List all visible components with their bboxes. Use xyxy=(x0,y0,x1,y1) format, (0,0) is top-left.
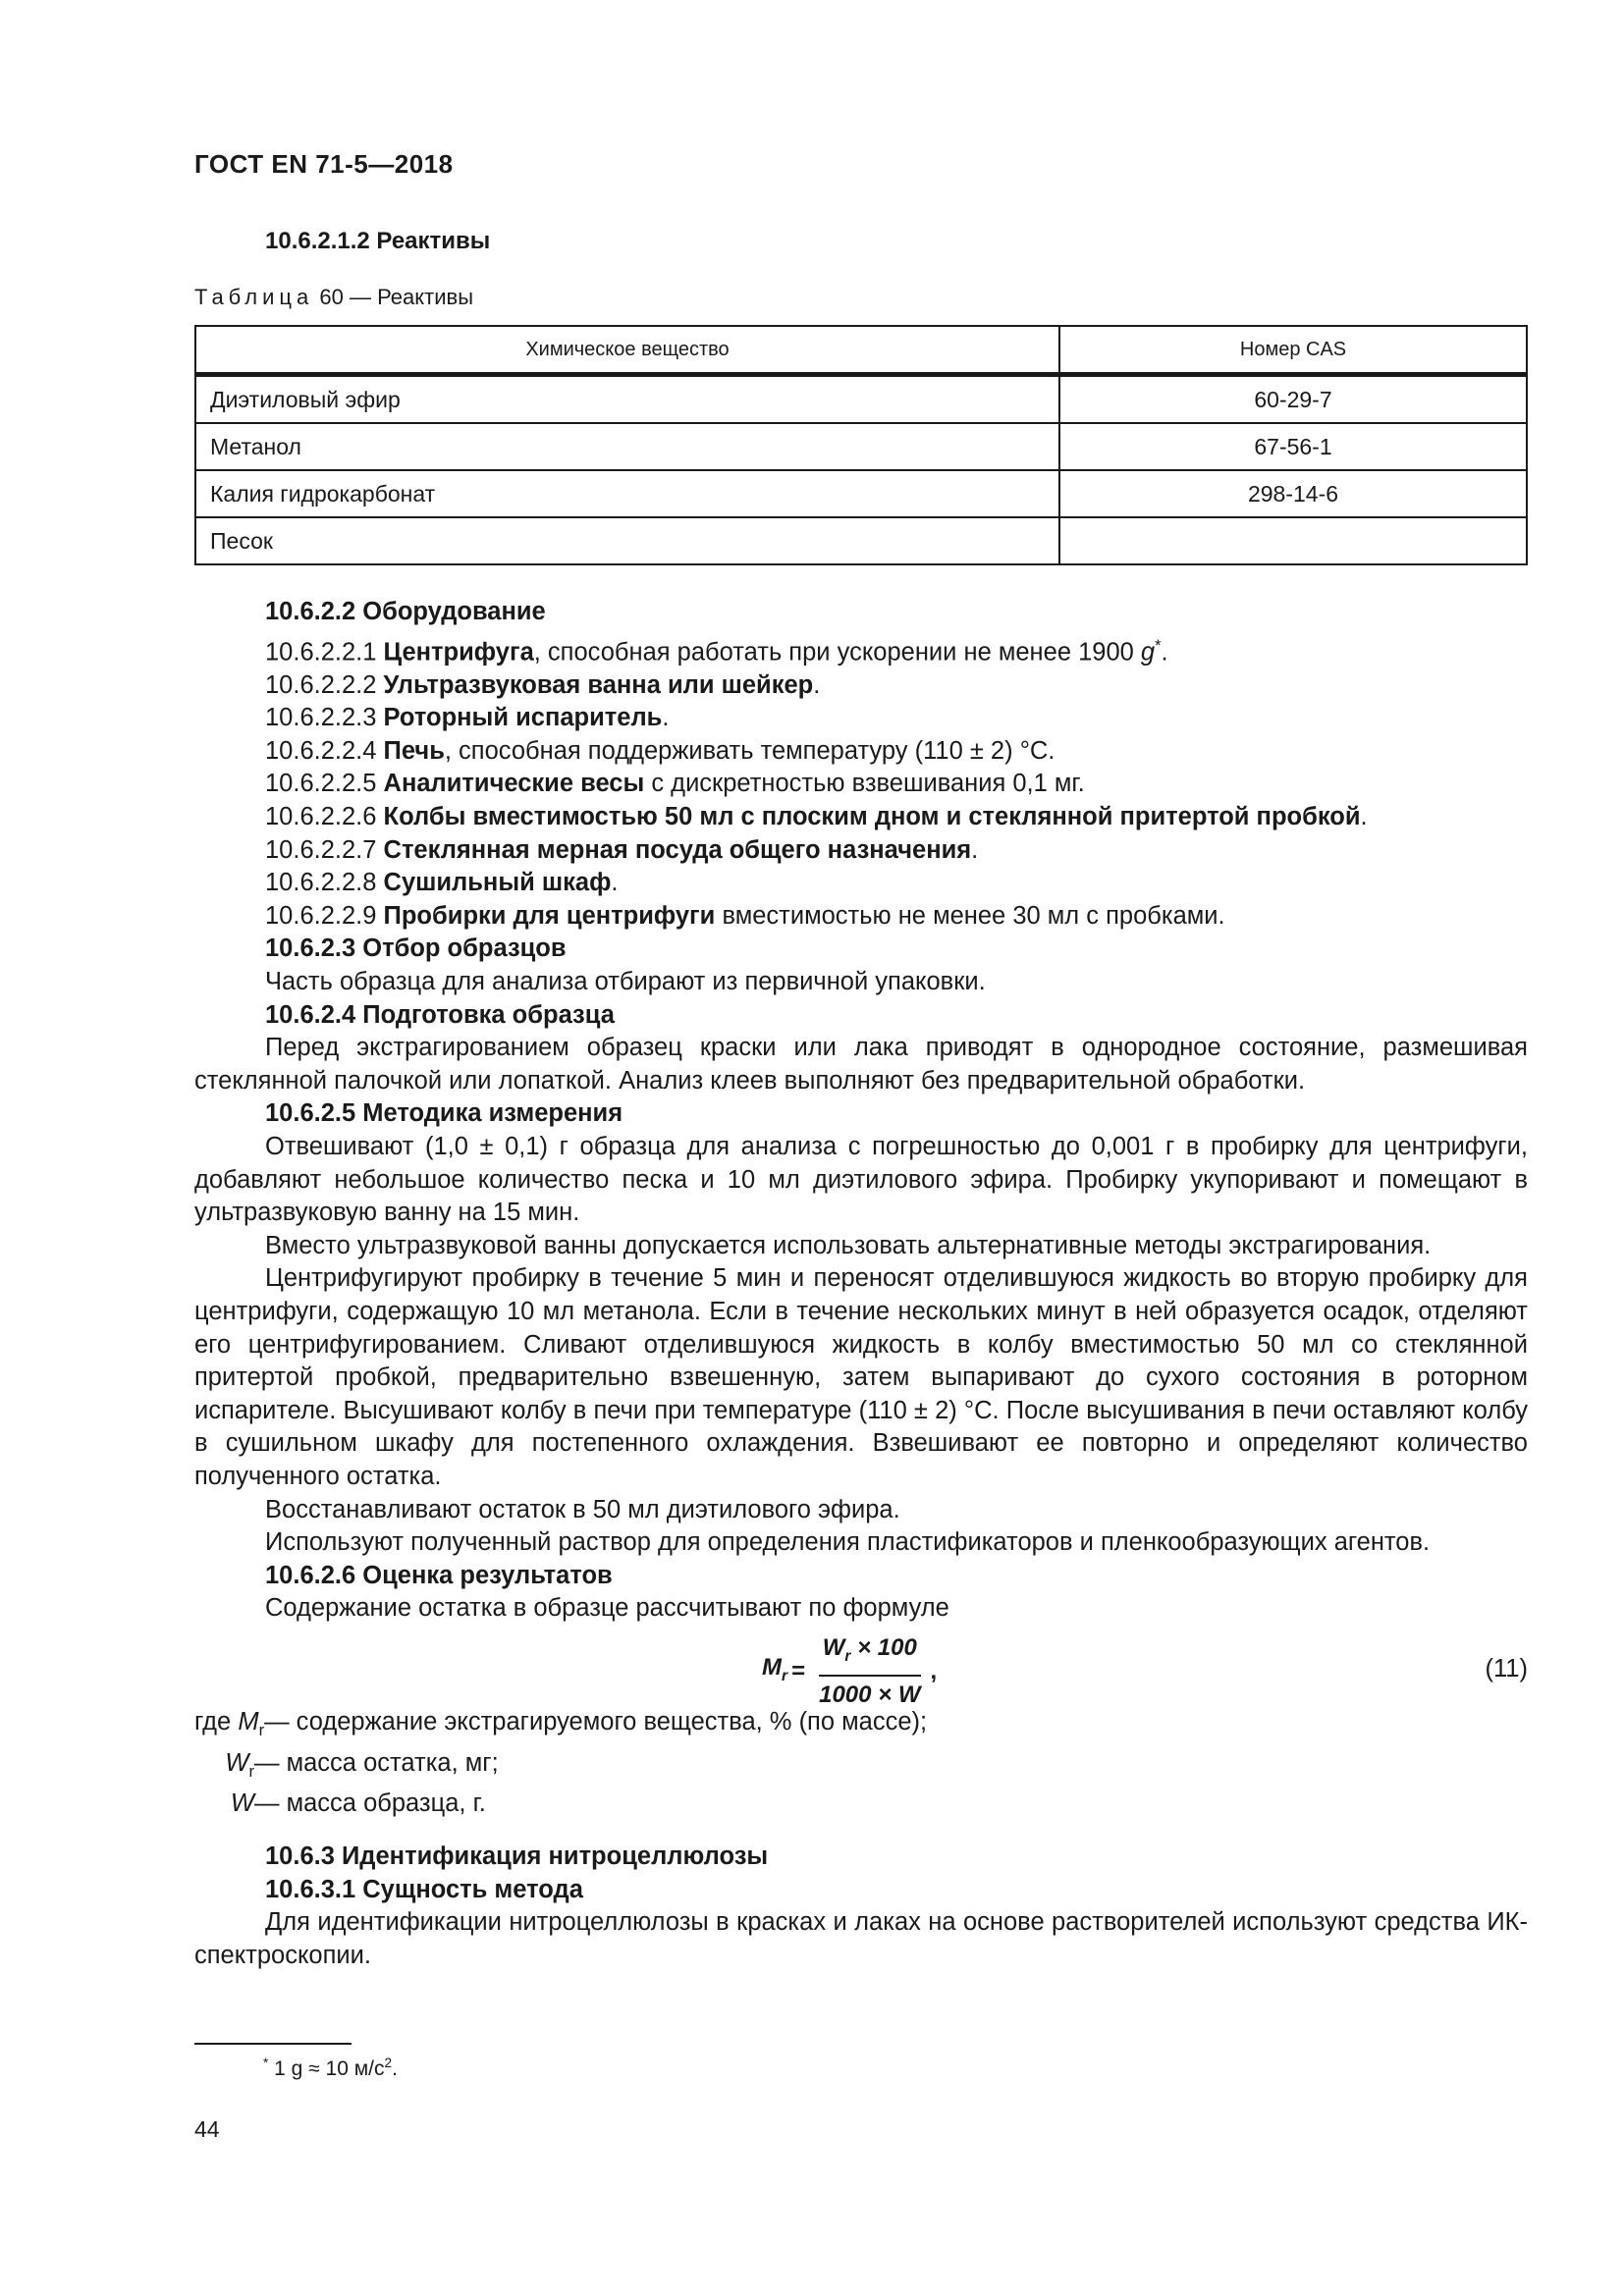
paragraph-procedure-4: Восстанавливают остаток в 50 мл диэтилового эфира. xyxy=(265,1495,900,1523)
definition-text: — содержание экстрагируемого вещества, % (по массе); xyxy=(264,1707,928,1735)
section-title-method-principle: 10.6.3.1 Сущность метода xyxy=(265,1875,583,1903)
paragraph-results-intro: Содержание остатка в образце рассчитывают по формуле xyxy=(265,1594,949,1623)
section-title-preparation: 10.6.2.4 Подготовка образца xyxy=(265,1000,615,1029)
equipment-item-name: Колбы вместимостью 50 мл с плоским дном и стеклянной притертой пробкой xyxy=(383,803,1361,831)
equipment-item-number: 10.6.2.2.5 xyxy=(265,770,377,798)
equipment-item xyxy=(194,867,1528,900)
column-header-cas: Номер CAS xyxy=(1059,326,1527,375)
equipment-item xyxy=(194,768,1528,801)
where-word: где xyxy=(194,1707,232,1735)
table-row xyxy=(195,375,1527,424)
table-row xyxy=(195,517,1527,564)
column-header-substance: Химическое вещество xyxy=(195,326,1059,375)
equipment-item xyxy=(194,629,1528,669)
equipment-item-name: Аналитические весы xyxy=(383,770,645,798)
table-caption xyxy=(194,285,473,310)
section-title-sampling: 10.6.2.3 Отбор образцов xyxy=(265,934,567,963)
table-cell-substance: Калия гидрокарбонат xyxy=(195,470,1059,517)
equipment-item-name: Сушильный шкаф xyxy=(383,869,612,897)
equipment-item xyxy=(194,669,1528,703)
section-title-reagents: 10.6.2.1.2 Реактивы xyxy=(265,228,491,254)
equipment-item-number: 10.6.2.2.8 xyxy=(265,869,377,897)
equipment-item-number: 10.6.2.2.1 xyxy=(265,638,377,667)
formula-numerator: $W_r \times 100$ xyxy=(819,1631,921,1677)
formula-equals: = xyxy=(791,1658,806,1685)
definition-symbol: $M_r$ xyxy=(238,1707,265,1739)
table-cell-substance: Диэтиловый эфир xyxy=(195,375,1059,424)
variable-definitions xyxy=(194,1706,1528,1829)
equipment-item-text: . xyxy=(971,835,979,864)
equipment-item-name: Роторный испаритель xyxy=(383,704,663,732)
equipment-item xyxy=(194,801,1528,834)
footnote-reference: * xyxy=(1155,635,1162,655)
definition-symbol: $W_r$ xyxy=(225,1748,254,1781)
equipment-item-text: вместимостью не менее 30 мл с пробками. xyxy=(715,901,1225,930)
paragraph-procedure-3: Центрифугируют пробирку в течение 5 мин и переносят отделившуюся жидкость во вторую пробирку для центрифуги, содержащую 10 мл метанола. Если в течение нескольких минут в ней образуется осадок, отделяют его центрифугированием. Сливают отделившуюся жидкость в колбу вместимостью 50 мл со стеклянной притертой пробкой, предварительно взвешенную, затем выпаривают до сухого состояния в роторном испарителе. Высушивают колбу в печи при температуре (110 ± 2) °С. После высушивания в печи оставляют колбу в сушильном шкафу для постепенного охлаждения. Взвешивают ее повторно и определяют количество полученного остатка. xyxy=(194,1264,1528,1490)
section-title-equipment: 10.6.2.2 Оборудование xyxy=(265,598,546,625)
equipment-item-number: 10.6.2.2.6 xyxy=(265,803,377,831)
formula xyxy=(762,1631,937,1712)
definition-text: — масса образца, г. xyxy=(254,1789,486,1818)
paragraph-procedure-1: Отвешивают (1,0 ± 0,1) г образца для анализа с погрешностью до 0,001 г в пробирку для центрифуги, добавляют небольшое количество песка и 10 мл диэтилового эфира. Пробирку укупоривают и помещают в ультразвуковую ванну на 15 мин. xyxy=(194,1133,1528,1227)
equipment-item-number: 10.6.2.2.7 xyxy=(265,835,377,864)
table-row xyxy=(195,423,1527,470)
formula-comma: , xyxy=(930,1658,938,1685)
definition-row xyxy=(194,1706,1528,1747)
table-caption-prefix: Таблица xyxy=(194,285,314,309)
paragraph-sampling: Часть образца для анализа отбирают из первичной упаковки. xyxy=(265,968,986,996)
footnote-text: 1 g ≈ 10 м/с xyxy=(268,2057,385,2080)
table-cell-cas: 67-56-1 xyxy=(1059,423,1527,470)
table-row xyxy=(195,470,1527,517)
equipment-item-text: , способная поддерживать температуру (110 ± 2) °С. xyxy=(444,736,1056,765)
equipment-item-text: . xyxy=(611,869,619,897)
equipment-item xyxy=(194,900,1528,934)
document-body xyxy=(194,596,1528,1972)
formula-row xyxy=(194,1631,1528,1709)
formula-lhs: $M_r$ xyxy=(762,1653,788,1684)
footnote: * 1 g ≈ 10 $м/с^2$. xyxy=(263,2056,398,2080)
footnote-exponent: 2 xyxy=(384,2056,393,2070)
paragraph-procedure-5: Используют полученный раствор для определения пластификаторов и пленкообразующих агентов. xyxy=(265,1528,1431,1557)
equipment-item-number: 10.6.2.2.3 xyxy=(265,704,377,732)
reagents-table xyxy=(194,325,1528,565)
equipment-item-text: . xyxy=(662,704,670,732)
footnote-mark: * xyxy=(263,2056,269,2070)
document-code: ГОСТ EN 71-5—2018 xyxy=(194,149,454,179)
table-cell-cas xyxy=(1059,517,1527,564)
paragraph-preparation: Перед экстрагированием образец краски или лака приводят в однородное состояние, размешивая стеклянной палочкой или лопаткой. Анализ клеев выполняют без предварительной обработки. xyxy=(194,1034,1528,1095)
equipment-item-name: Стеклянная мерная посуда общего назначения xyxy=(383,835,972,864)
equipment-item xyxy=(194,834,1528,868)
equipment-item-name: Пробирки для центрифуги xyxy=(383,901,716,930)
equipment-item-text: с дискретностью взвешивания 0,1 мг. xyxy=(644,770,1085,798)
equipment-item-number: 10.6.2.2.9 xyxy=(265,901,377,930)
definition-row xyxy=(194,1788,1528,1829)
equipment-item-number: 10.6.2.2.4 xyxy=(265,736,377,765)
definition-row xyxy=(194,1747,1528,1789)
equipment-item xyxy=(194,702,1528,735)
equipment-list xyxy=(194,629,1528,934)
equipment-item-name: Ультразвуковая ванна или шейкер xyxy=(383,670,814,699)
section-title-nitrocellulose: 10.6.3 Идентификация нитроцеллюлозы xyxy=(265,1842,769,1870)
definition-symbol: W xyxy=(230,1789,254,1818)
table-cell-substance: Песок xyxy=(195,517,1059,564)
formula-fraction xyxy=(815,1631,924,1712)
equipment-item-name: Центрифуга xyxy=(383,638,534,667)
equipment-item-tail: . xyxy=(1161,638,1168,667)
definition-text: — масса остатка, мг; xyxy=(254,1748,499,1777)
equipment-item-text: . xyxy=(1360,803,1368,831)
page-number: 44 xyxy=(194,2116,220,2142)
equipment-item xyxy=(194,735,1528,769)
table-header-row xyxy=(195,326,1527,375)
paragraph-method-principle: Для идентификации нитроцеллюлозы в красках и лаках на основе растворителей используют средства ИК-спектроскопии. xyxy=(194,1908,1528,1969)
equipment-item-name: Печь xyxy=(383,736,445,765)
equipment-item-text: . xyxy=(813,670,821,699)
footnote-separator xyxy=(194,2043,352,2045)
section-title-results: 10.6.2.6 Оценка результатов xyxy=(265,1561,613,1589)
equipment-item-symbol: g xyxy=(1140,638,1156,667)
equation-number: (11) xyxy=(1485,1654,1528,1682)
table-cell-cas: 60-29-7 xyxy=(1059,375,1527,424)
formula-denominator: 1000 × W xyxy=(819,1682,921,1709)
equipment-item-number: 10.6.2.2.2 xyxy=(265,670,377,699)
table-cell-cas: 298-14-6 xyxy=(1059,470,1527,517)
table-cell-substance: Метанол xyxy=(195,423,1059,470)
section-title-procedure: 10.6.2.5 Методика измерения xyxy=(265,1099,623,1128)
paragraph-procedure-2: Вместо ультразвуковой ванны допускается использовать альтернативные методы экстрагирования. xyxy=(265,1231,1432,1259)
table-caption-text: 60 — Реактивы xyxy=(319,285,474,309)
equipment-item-text: , способная работать при ускорении не менее 1900 xyxy=(533,638,1141,667)
